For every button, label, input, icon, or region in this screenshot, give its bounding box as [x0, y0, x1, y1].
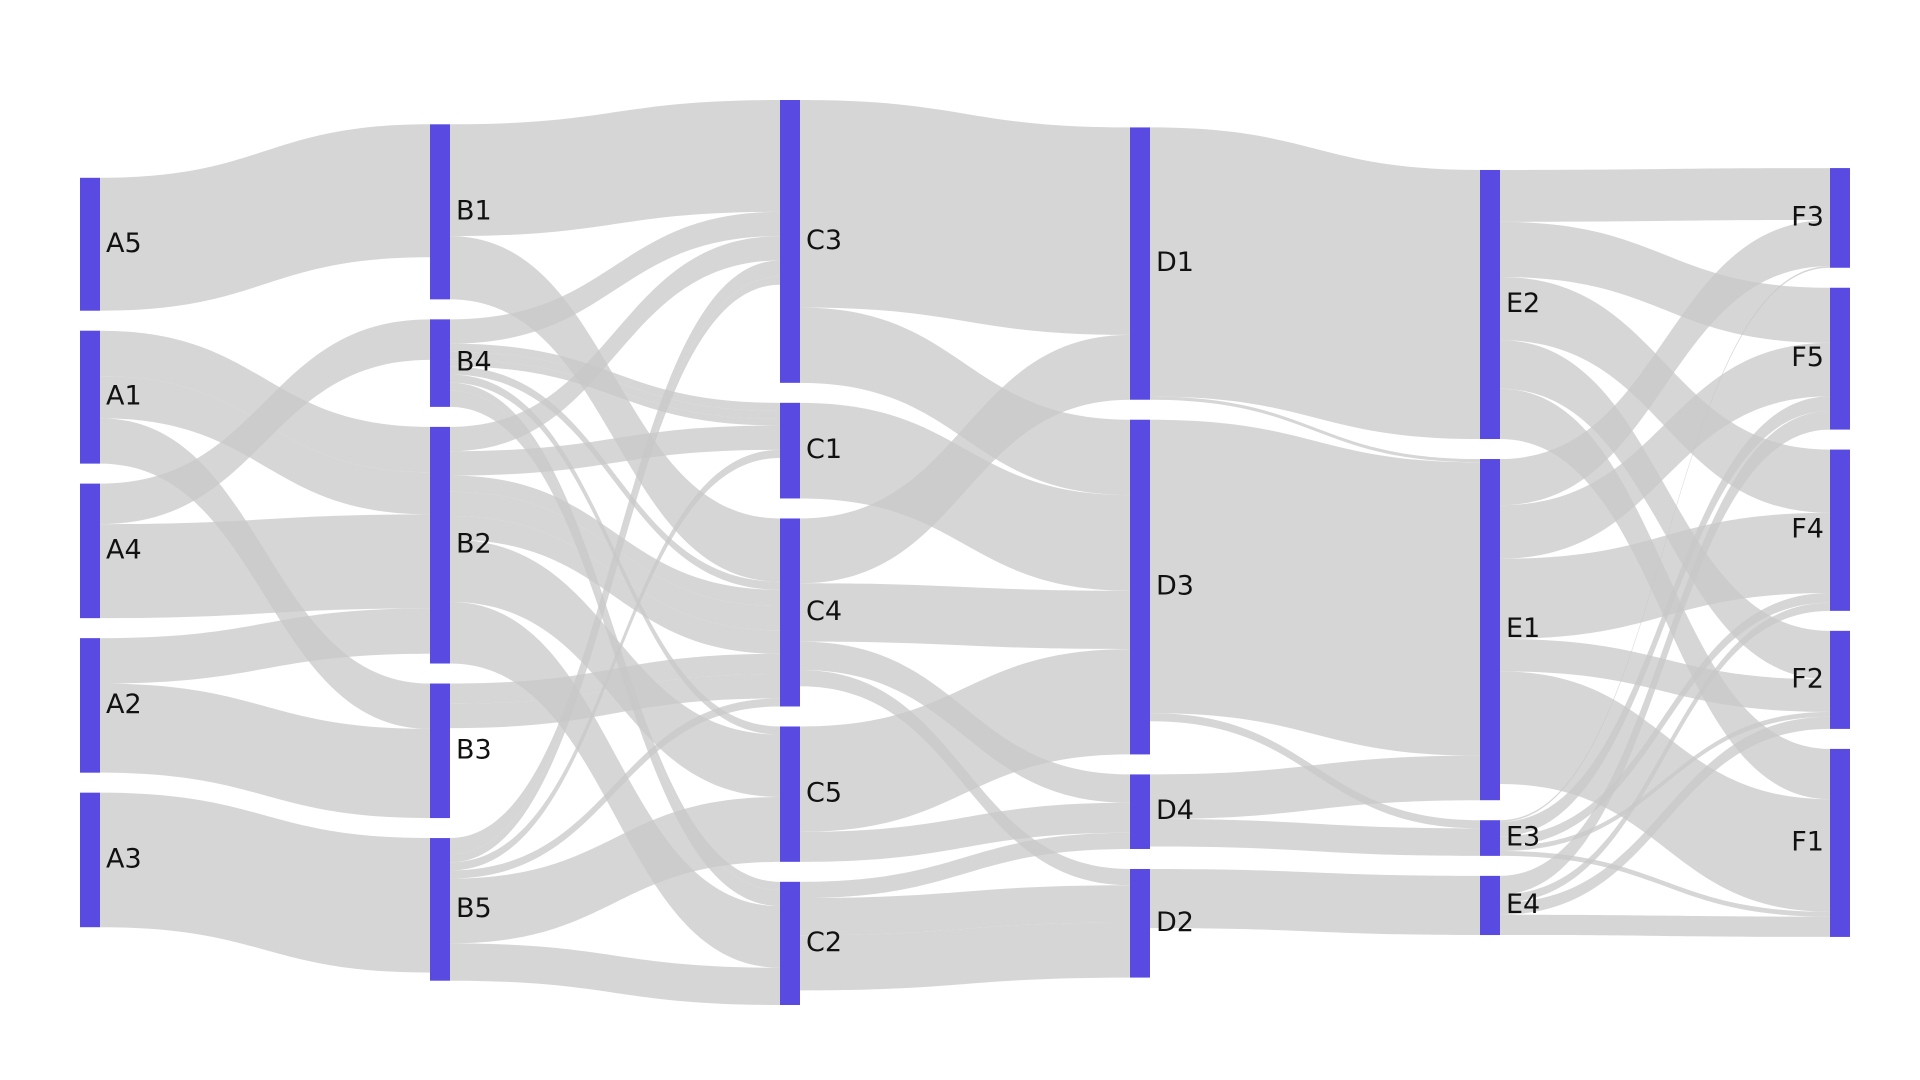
link-c4-d3[interactable] — [800, 583, 1130, 649]
node-a5[interactable] — [80, 178, 100, 311]
node-b1[interactable] — [430, 124, 450, 299]
link-a2-b2[interactable] — [100, 608, 430, 683]
node-f5[interactable] — [1830, 288, 1850, 430]
link-a5-b1[interactable] — [100, 124, 430, 310]
node-label-e2: E2 — [1506, 287, 1541, 319]
node-label-a2: A2 — [106, 688, 142, 720]
node-label-a3: A3 — [106, 843, 142, 875]
node-a3[interactable] — [80, 793, 100, 928]
node-label-d3: D3 — [1156, 570, 1194, 602]
node-e4[interactable] — [1480, 876, 1500, 935]
node-label-c3: C3 — [806, 224, 843, 256]
node-label-f5: F5 — [1791, 342, 1824, 374]
node-label-b4: B4 — [456, 346, 492, 378]
node-c5[interactable] — [780, 726, 800, 861]
node-c2[interactable] — [780, 882, 800, 1005]
link-a4-b2[interactable] — [100, 514, 430, 618]
link-e2-f3[interactable] — [1500, 168, 1830, 222]
node-label-f4: F4 — [1791, 513, 1824, 545]
node-d1[interactable] — [1130, 127, 1150, 399]
node-label-b5: B5 — [456, 892, 492, 924]
node-label-e4: E4 — [1506, 888, 1541, 920]
node-label-f2: F2 — [1791, 663, 1824, 695]
node-f4[interactable] — [1830, 450, 1850, 611]
node-label-d1: D1 — [1156, 247, 1194, 279]
node-e1[interactable] — [1480, 459, 1500, 800]
node-b2[interactable] — [430, 427, 450, 664]
node-e3[interactable] — [1480, 820, 1500, 856]
link-d4-e1[interactable] — [1150, 756, 1480, 819]
node-d2[interactable] — [1130, 869, 1150, 978]
node-label-f3: F3 — [1791, 201, 1824, 233]
link-e4-f1[interactable] — [1500, 915, 1830, 937]
node-label-a5: A5 — [106, 227, 142, 259]
node-d3[interactable] — [1130, 420, 1150, 755]
node-c3[interactable] — [780, 100, 800, 383]
sankey-links — [100, 100, 1830, 1005]
link-a3-b5[interactable] — [100, 793, 430, 973]
node-label-b1: B1 — [456, 195, 492, 227]
node-a2[interactable] — [80, 638, 100, 773]
node-label-c5: C5 — [806, 777, 843, 809]
node-b3[interactable] — [430, 684, 450, 819]
node-label-e3: E3 — [1506, 821, 1541, 853]
node-d4[interactable] — [1130, 774, 1150, 849]
link-d1-e2[interactable] — [1150, 127, 1480, 439]
node-f3[interactable] — [1830, 168, 1850, 268]
node-c1[interactable] — [780, 403, 800, 499]
node-label-d4: D4 — [1156, 795, 1194, 827]
link-c3-d1[interactable] — [800, 100, 1130, 335]
node-label-a4: A4 — [106, 534, 142, 566]
node-label-c1: C1 — [806, 434, 843, 466]
node-label-a1: A1 — [106, 380, 142, 412]
node-label-f1: F1 — [1791, 826, 1824, 858]
node-c4[interactable] — [780, 518, 800, 706]
link-d2-e4[interactable] — [1150, 869, 1480, 935]
node-label-b2: B2 — [456, 528, 492, 560]
node-b4[interactable] — [430, 319, 450, 407]
node-e2[interactable] — [1480, 170, 1500, 439]
node-a4[interactable] — [80, 484, 100, 619]
node-label-c4: C4 — [806, 595, 843, 627]
node-label-c2: C2 — [806, 926, 843, 958]
node-label-b3: B3 — [456, 734, 492, 766]
node-label-d2: D2 — [1156, 906, 1194, 938]
node-a1[interactable] — [80, 331, 100, 464]
link-d3-e1[interactable] — [1150, 420, 1480, 756]
node-b5[interactable] — [430, 838, 450, 981]
node-f1[interactable] — [1830, 749, 1850, 937]
node-f2[interactable] — [1830, 631, 1850, 729]
node-label-e1: E1 — [1506, 613, 1541, 645]
